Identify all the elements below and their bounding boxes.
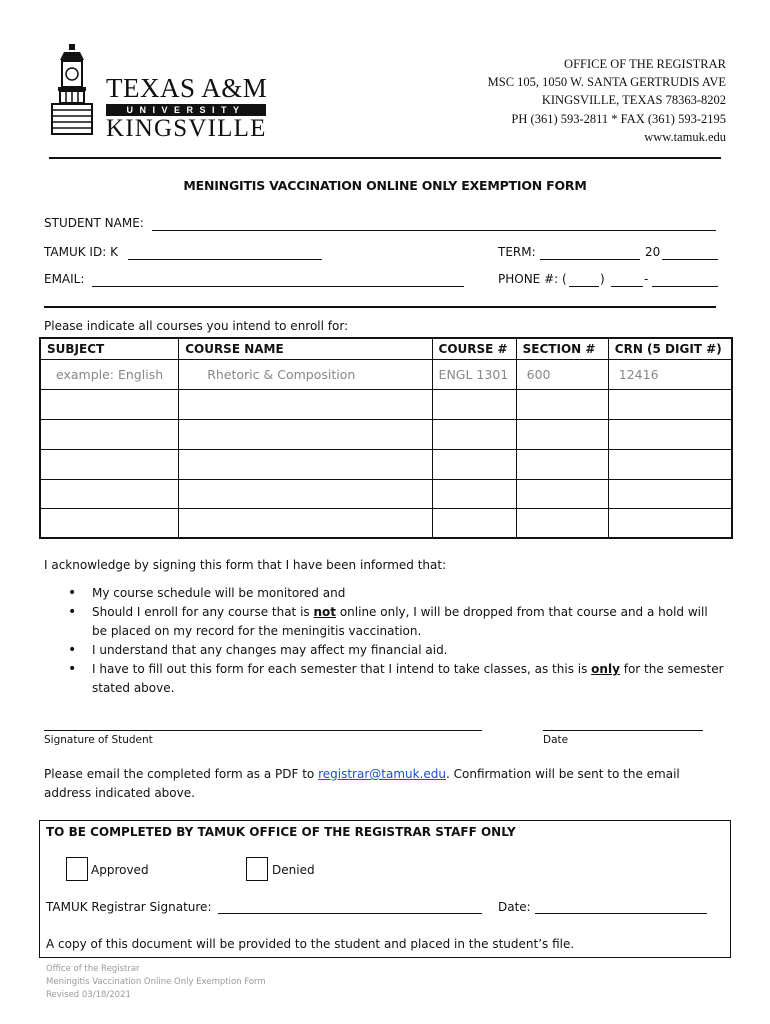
table-row — [41, 509, 732, 538]
example-section-number: 600 — [516, 360, 608, 390]
bullet-text: for the semester stated above. — [92, 662, 724, 695]
registrar-date-label: Date: — [498, 900, 531, 914]
logo-wordmark-texas: TEXAS A&M — [106, 73, 268, 103]
university-logo — [50, 44, 275, 140]
column-header-course-number: COURSE # — [432, 339, 516, 360]
office-city: KINGSVILLE, TEXAS 78363-8202 — [541, 93, 726, 108]
emphasis-only: only — [591, 662, 620, 676]
subject-cell[interactable] — [41, 480, 179, 509]
denied-checkbox[interactable] — [246, 857, 268, 881]
emphasis-not: not — [313, 605, 337, 619]
email-note-text: Please email the completed form as a PDF to — [44, 767, 319, 781]
column-header-course-name: COURSE NAME — [179, 339, 432, 360]
signature-date-field[interactable] — [543, 730, 703, 731]
footer-revision: Revised 03/18/2021 — [46, 990, 131, 1000]
list-item — [44, 660, 724, 698]
section-number-cell[interactable] — [516, 509, 608, 538]
bullet-text: My course schedule will be monitored and — [92, 586, 346, 600]
course-number-cell[interactable] — [432, 450, 516, 480]
student-signature-field[interactable] — [44, 730, 482, 731]
course-name-cell[interactable] — [179, 420, 432, 450]
bullet-text: I have to fill out this form for each semester that I intend to take classes, as this is — [92, 662, 592, 676]
example-crn: 12416 — [608, 360, 731, 390]
email-instructions — [44, 765, 724, 803]
term-year-prefix: 20 — [645, 245, 661, 259]
registrar-date-field[interactable] — [535, 913, 707, 914]
courses-table — [39, 337, 733, 539]
info-divider — [44, 306, 716, 308]
bullet-text: I understand that any changes may affect my financial aid. — [92, 643, 448, 657]
registrar-signature-field[interactable] — [218, 913, 482, 914]
student-signature-label: Signature of Student — [44, 734, 153, 746]
denied-label: Denied — [272, 863, 315, 877]
table-row-example — [41, 360, 732, 390]
subject-cell[interactable] — [41, 450, 179, 480]
logo-wordmark-kingsville: KINGSVILLE — [106, 115, 267, 142]
header-divider — [49, 157, 721, 159]
college-hall-tower-icon — [50, 44, 94, 136]
student-name-field[interactable] — [152, 230, 716, 231]
phone-area-code-field[interactable] — [569, 286, 599, 287]
term-year-field[interactable] — [662, 259, 718, 260]
course-number-cell[interactable] — [432, 390, 516, 420]
column-header-section-number: SECTION # — [516, 339, 608, 360]
logo-wordmark-university: UNIVERSITY — [106, 104, 266, 116]
footer-form-name: Meningitis Vaccination Online Only Exemption Form — [46, 977, 266, 987]
footer-office: Office of the Registrar — [46, 964, 140, 974]
crn-cell[interactable] — [608, 509, 731, 538]
bullet-text: online only, I will be dropped from that course and a hold will be placed on my record for the meningitis vaccination. — [92, 605, 708, 638]
example-course-name: Rhetoric & Composition — [179, 360, 432, 390]
tamuk-id-field[interactable] — [128, 259, 322, 260]
office-website: www.tamuk.edu — [644, 129, 726, 144]
section-number-cell[interactable] — [516, 450, 608, 480]
email-note-text: . Confirmation will be sent to the email address indicated above. — [44, 767, 680, 800]
crn-cell[interactable] — [608, 420, 731, 450]
registrar-signature-label: TAMUK Registrar Signature: — [46, 900, 212, 914]
course-number-cell[interactable] — [432, 509, 516, 538]
approved-checkbox[interactable] — [66, 857, 88, 881]
staff-section-title: TO BE COMPLETED BY TAMUK OFFICE OF THE REGISTRAR STAFF ONLY — [46, 825, 516, 839]
phone-label: PHONE #: ( — [498, 272, 567, 286]
registrar-address-block — [488, 55, 726, 146]
example-course-number: ENGL 1301 — [432, 360, 516, 390]
subject-cell[interactable] — [41, 509, 179, 538]
list-item — [44, 603, 724, 641]
course-number-cell[interactable] — [432, 420, 516, 450]
phone-dash: - — [644, 272, 649, 286]
course-name-cell[interactable] — [179, 390, 432, 420]
office-phone-fax: PH (361) 593-2811 * FAX (361) 593-2195 — [511, 111, 726, 126]
section-number-cell[interactable] — [516, 420, 608, 450]
crn-cell[interactable] — [608, 450, 731, 480]
column-header-subject: SUBJECT — [41, 339, 179, 360]
section-number-cell[interactable] — [516, 480, 608, 509]
signature-date-label: Date — [543, 734, 569, 746]
registrar-email-link[interactable]: registrar@tamuk.edu — [318, 767, 446, 781]
section-number-cell[interactable] — [516, 390, 608, 420]
phone-line-field[interactable] — [652, 286, 718, 287]
acknowledge-intro: I acknowledge by signing this form that I have been informed that: — [44, 558, 447, 572]
course-name-cell[interactable] — [179, 509, 432, 538]
crn-cell[interactable] — [608, 390, 731, 420]
form-title: MENINGITIS VACCINATION ONLINE ONLY EXEMPTION FORM — [183, 178, 587, 193]
bullet-text: Should I enroll for any course that is — [92, 605, 314, 619]
student-name-label: STUDENT NAME: — [44, 216, 144, 230]
list-item — [44, 641, 724, 660]
course-name-cell[interactable] — [179, 450, 432, 480]
approved-label: Approved — [91, 863, 149, 877]
page-footer — [46, 963, 266, 1002]
table-row — [41, 480, 732, 509]
table-header-row — [41, 339, 732, 360]
course-name-cell[interactable] — [179, 480, 432, 509]
email-label: EMAIL: — [44, 272, 85, 286]
tamuk-id-label: TAMUK ID: K — [44, 245, 118, 259]
course-number-cell[interactable] — [432, 480, 516, 509]
registrar-staff-section — [39, 820, 731, 958]
term-field[interactable] — [540, 259, 640, 260]
office-street: MSC 105, 1050 W. SANTA GERTRUDIS AVE — [487, 75, 726, 90]
subject-cell[interactable] — [41, 420, 179, 450]
copy-note: A copy of this document will be provided to the student and placed in the student’s file. — [46, 937, 575, 951]
table-row — [41, 420, 732, 450]
phone-paren-close: ) — [600, 272, 605, 286]
phone-prefix-field[interactable] — [611, 286, 643, 287]
office-name: OFFICE OF THE REGISTRAR — [564, 57, 726, 71]
term-label: TERM: — [498, 245, 536, 259]
subject-cell[interactable] — [41, 390, 179, 420]
column-header-crn: CRN (5 DIGIT #) — [608, 339, 731, 360]
table-row — [41, 390, 732, 420]
table-row — [41, 450, 732, 480]
list-item — [44, 584, 724, 603]
email-field[interactable] — [92, 286, 464, 287]
courses-intro: Please indicate all courses you intend to enroll for: — [44, 319, 349, 333]
acknowledge-list — [44, 584, 724, 698]
crn-cell[interactable] — [608, 480, 731, 509]
example-subject: example: English — [41, 360, 179, 390]
